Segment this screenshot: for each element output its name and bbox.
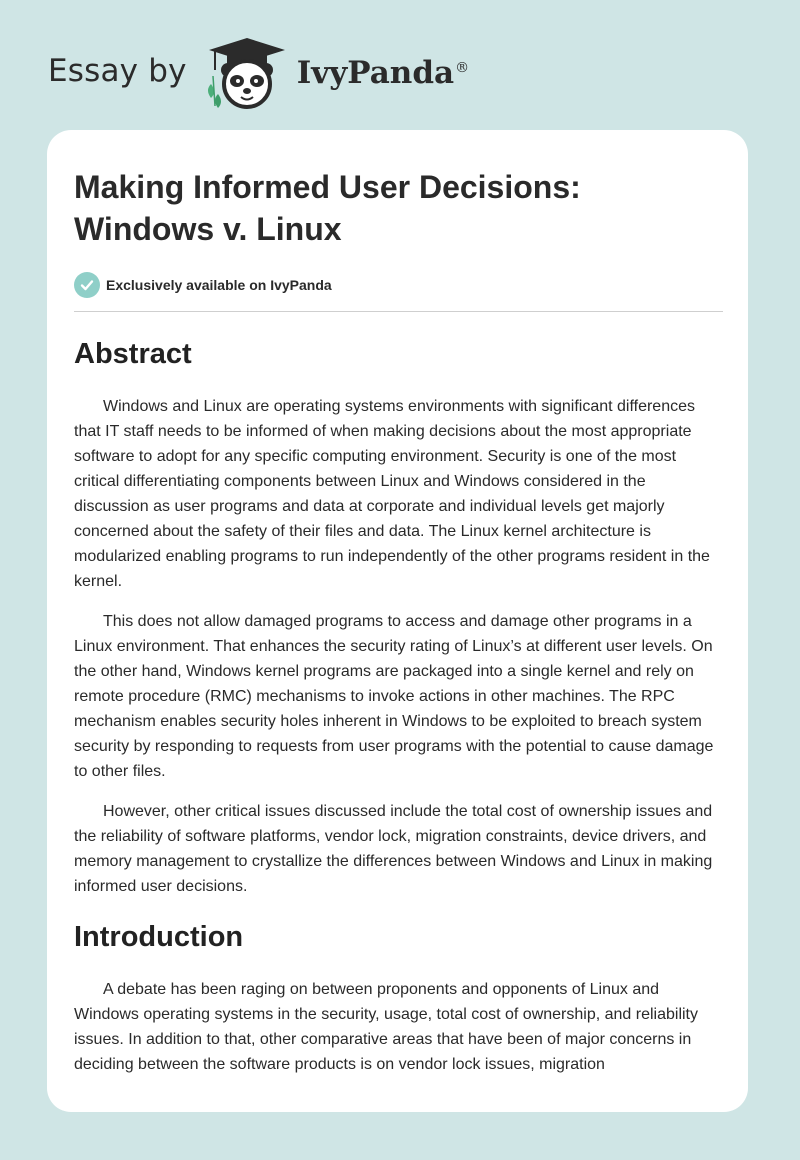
brand-prefix: Essay by <box>48 53 187 89</box>
registered-mark: ® <box>455 59 470 76</box>
title-line-1: Making Informed User Decisions: <box>74 169 581 205</box>
section-heading-introduction: Introduction <box>74 921 244 953</box>
essay-title <box>74 166 723 250</box>
brand-name: IvyPanda® <box>296 55 470 91</box>
panda-logo-icon <box>201 36 293 112</box>
paragraph: This does not allow damaged programs to access and damage other programs in a Linux environment. That enhances the security rating of Linux’s at different user levels. On the other hand, Windows kernel programs are packaged into a single kernel and rely on remote procedure (RMC) mechanisms to invoke actions in other machines. The RPC mechanism enables security holes inherent in Windows to be exploited to breach system security by responding to requests from user programs with the potential to cause damage to other files. <box>74 613 714 780</box>
badge-text: Exclusively available on IvyPanda <box>106 277 332 293</box>
paragraph: A debate has been raging on between proponents and opponents of Linux and Windows operating systems in the security, usage, total cost of ownership, and reliability issues. In addition to that, other comparative areas that have been of major concerns in deciding between the software products is on vendor lock issues, migration <box>74 981 698 1073</box>
checkmark-icon <box>74 272 100 298</box>
section-heading-abstract: Abstract <box>74 338 192 370</box>
paragraph: However, other critical issues discussed include the total cost of ownership issues and the reliability of software platforms, vendor lock, migration constraints, device drivers, and memory management to crystallize the differences between Windows and Linux in making informed user decisions. <box>74 803 713 895</box>
exclusive-badge <box>74 272 723 298</box>
paragraph: Windows and Linux are operating systems environments with significant differences that IT staff needs to be informed of when making decisions about the most appropriate software to adopt for any specific computing environment. Security is one of the most critical differentiating components between Linux and Windows considered in the discussion as user programs and data at corporate and individual levels get majorly concerned about the safety of their files and data. The Linux kernel architecture is modularized enabling programs to run independently of the other programs resident in the kernel. <box>74 398 710 590</box>
divider <box>74 311 723 312</box>
title-line-2: Windows v. Linux <box>74 211 342 247</box>
brand-header[interactable] <box>48 36 469 112</box>
essay-card <box>47 130 748 1112</box>
essay-content <box>74 130 723 1077</box>
